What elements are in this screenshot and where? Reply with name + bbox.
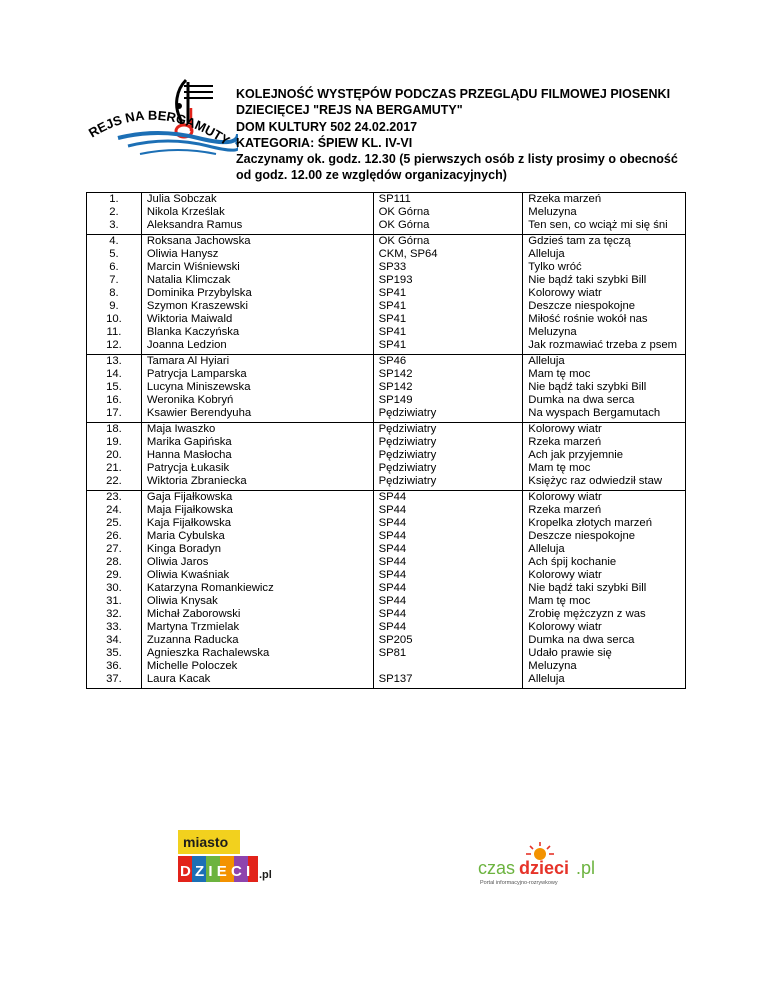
performer-number: 20. xyxy=(106,449,122,461)
song-title: Miłość rośnie wokół nas xyxy=(528,313,648,325)
song-title: Ten sen, co wciąż mi się śni xyxy=(528,219,668,231)
song-cell xyxy=(523,491,686,689)
miasto-suffix: .pl xyxy=(259,869,272,881)
song-title: Deszcze niespokojne xyxy=(528,300,636,312)
performer-school: SP193 xyxy=(378,274,413,286)
performer-name: Gaja Fijałkowska xyxy=(146,491,233,503)
header-line: KATEGORIA: ŚPIEW KL. IV-VI xyxy=(236,135,413,150)
performer-school: SP44 xyxy=(378,608,407,620)
dzieci-text: dzieci xyxy=(519,858,570,878)
song-title: Kropelka złotych marzeń xyxy=(528,517,652,529)
performer-school: SP142 xyxy=(378,368,413,380)
performer-school: SP81 xyxy=(378,647,407,659)
name-cell xyxy=(141,491,373,689)
performer-number: 32. xyxy=(106,608,122,620)
performer-school: SP44 xyxy=(378,595,407,607)
song-title: Dumka na dwa serca xyxy=(528,394,635,406)
performer-name: Roksana Jachowska xyxy=(146,235,251,247)
performer-name: Nikola Krześlak xyxy=(146,206,225,218)
performer-number: 25. xyxy=(106,517,122,529)
performer-number: 33. xyxy=(106,621,122,633)
performer-name: Joanna Ledzion xyxy=(146,339,227,351)
song-title: Ach jak przyjemnie xyxy=(528,449,624,461)
performer-name: Maja Fijałkowska xyxy=(146,504,233,516)
performer-school: OK Górna xyxy=(378,219,430,231)
number-cell xyxy=(87,491,142,689)
name-cell xyxy=(141,423,373,491)
performer-school: SP44 xyxy=(378,621,407,633)
performer-group-row xyxy=(87,355,686,423)
performer-group-row xyxy=(87,491,686,689)
performer-group-row xyxy=(87,423,686,491)
performer-group-row xyxy=(87,193,686,235)
performer-name: Aleksandra Ramus xyxy=(146,219,243,231)
performer-number: 19. xyxy=(106,436,122,448)
song-title: Księżyc raz odwiedził staw xyxy=(528,475,663,487)
performer-number: 12. xyxy=(106,339,122,351)
logo-text: EJS NA BERGAMUTY xyxy=(94,107,233,149)
performer-school: SP142 xyxy=(378,381,413,393)
school-cell xyxy=(373,423,523,491)
performer-name: Ksawier Berendyuha xyxy=(146,407,252,419)
performer-name: Natalia Klimczak xyxy=(146,274,231,286)
number-cell xyxy=(87,423,142,491)
song-title: Kolorowy wiatr xyxy=(528,423,602,435)
performer-school: SP44 xyxy=(378,530,407,542)
performer-name: Oliwia Kwaśniak xyxy=(146,569,230,581)
performer-number: 14. xyxy=(106,368,122,380)
performer-number: 36. xyxy=(106,660,122,672)
festival-logo xyxy=(88,76,238,171)
miasto-text: miasto xyxy=(183,834,229,850)
performer-name: Blanka Kaczyńska xyxy=(146,326,240,338)
song-title: Kolorowy wiatr xyxy=(528,287,602,299)
song-title: Udało prawie się xyxy=(528,647,612,659)
header-line: DOM KULTURY 502 24.02.2017 xyxy=(236,119,418,134)
performer-school: OK Górna xyxy=(378,206,430,218)
performer-number: 24. xyxy=(106,504,122,516)
performer-number: 5. xyxy=(109,248,119,260)
song-title: Kolorowy wiatr xyxy=(528,491,602,503)
performer-school: Pędziwiatry xyxy=(378,407,437,419)
song-cell xyxy=(523,235,686,355)
performer-number: 15. xyxy=(106,381,122,393)
performer-school: SP41 xyxy=(378,326,407,338)
czas-text: czas xyxy=(478,858,516,878)
czas-dzieci-logo xyxy=(476,840,616,890)
header-line: od godz. 12.00 ze względów organizacyjnych) xyxy=(236,168,507,183)
song-title: Mam tę moc xyxy=(528,368,591,380)
performer-name: Martyna Trzmielak xyxy=(146,621,240,633)
song-title: Kolorowy wiatr xyxy=(528,569,602,581)
school-cell xyxy=(373,491,523,689)
performer-name: Lucyna Miniszewska xyxy=(146,381,251,393)
performer-school xyxy=(379,660,518,673)
performer-name: Maja Iwaszko xyxy=(146,423,216,435)
performer-number: 18. xyxy=(106,423,122,435)
performer-number: 3. xyxy=(109,219,119,231)
name-cell xyxy=(141,193,373,235)
performer-school: SP44 xyxy=(378,491,407,503)
performer-number: 10. xyxy=(106,313,122,325)
performer-group-row xyxy=(87,235,686,355)
performer-school: SP41 xyxy=(378,339,407,351)
performer-number: 35. xyxy=(106,647,122,659)
performer-number: 6. xyxy=(109,261,119,273)
performance-order-table xyxy=(86,192,686,689)
song-title: Gdzieś tam za tęczą xyxy=(528,235,631,247)
performer-name: Patrycja Lamparska xyxy=(146,368,247,380)
school-cell xyxy=(373,235,523,355)
song-title: Mam tę moc xyxy=(528,595,591,607)
performer-number: 21. xyxy=(106,462,122,474)
performer-school: SP44 xyxy=(378,582,407,594)
song-title: Na wyspach Bergamutach xyxy=(528,407,661,419)
performer-school: SP44 xyxy=(378,504,407,516)
performer-school: SP137 xyxy=(378,673,413,685)
performer-name: Kinga Boradyn xyxy=(146,543,221,555)
performer-name: Michał Zaborowski xyxy=(146,608,241,620)
performer-name: Oliwia Jaros xyxy=(146,556,209,568)
name-cell xyxy=(141,235,373,355)
header-line: Zaczynamy ok. godz. 12.30 (5 pierwszych osób z listy prosimy o obecność xyxy=(236,152,678,167)
song-title: Mam tę moc xyxy=(528,462,591,474)
performer-number: 23. xyxy=(106,491,122,503)
school-cell xyxy=(373,355,523,423)
performer-number: 31. xyxy=(106,595,122,607)
performer-name: Zuzanna Raducka xyxy=(146,634,239,646)
song-cell xyxy=(523,355,686,423)
song-title: Rzeka marzeń xyxy=(528,436,602,448)
performer-name: Laura Kacak xyxy=(146,673,211,685)
school-cell xyxy=(373,193,523,235)
song-title: Alleluja xyxy=(528,543,565,555)
performer-school: SP205 xyxy=(378,634,413,646)
performer-number: 37. xyxy=(106,673,122,685)
song-title: Meluzyna xyxy=(528,206,577,218)
performer-number: 2. xyxy=(109,206,119,218)
performer-name: Dominika Przybylska xyxy=(146,287,252,299)
performer-name: Wiktoria Zbraniecka xyxy=(146,475,247,487)
performer-school: SP33 xyxy=(378,261,407,273)
header-line: DZIECIĘCEJ "REJS NA BERGAMUTY" xyxy=(236,103,463,118)
performer-number: 27. xyxy=(106,543,122,555)
number-cell xyxy=(87,235,142,355)
performer-number: 28. xyxy=(106,556,122,568)
performer-name: Weronika Kobryń xyxy=(146,394,234,406)
miasto-dzieci-logo xyxy=(178,830,274,886)
song-title: Alleluja xyxy=(528,248,565,260)
performer-number: 22. xyxy=(106,475,122,487)
song-title: Ach śpij kochanie xyxy=(528,556,617,568)
number-cell xyxy=(87,355,142,423)
performer-school: SP41 xyxy=(378,287,407,299)
header-line: KOLEJNOŚĆ WYSTĘPÓW PODCZAS PRZEGLĄDU FILMOWEJ PIOSENKI xyxy=(236,87,671,101)
song-cell xyxy=(523,423,686,491)
performer-school: SP111 xyxy=(378,193,411,205)
performer-school: SP44 xyxy=(378,543,407,555)
performer-school: Pędziwiatry xyxy=(378,423,437,435)
performer-name: Wiktoria Maiwald xyxy=(146,313,233,325)
performer-school: Pędziwiatry xyxy=(378,462,437,474)
name-cell xyxy=(141,355,373,423)
song-title: Alleluja xyxy=(528,673,565,685)
performer-school: SP44 xyxy=(378,569,407,581)
performer-school: SP149 xyxy=(378,394,413,406)
performer-number: 13. xyxy=(106,355,122,367)
performer-number: 1. xyxy=(109,193,119,205)
performer-name: Szymon Kraszewski xyxy=(146,300,248,312)
performer-name: Agnieszka Rachalewska xyxy=(146,647,270,659)
performer-school: Pędziwiatry xyxy=(378,449,437,461)
performer-number: 4. xyxy=(109,235,119,247)
performer-name: Oliwia Knysak xyxy=(146,595,218,607)
performer-school: OK Górna xyxy=(378,235,430,247)
performer-name: Oliwia Hanysz xyxy=(146,248,219,260)
performer-number: 34. xyxy=(106,634,122,646)
performer-school: SP44 xyxy=(378,556,407,568)
performer-number: 9. xyxy=(109,300,119,312)
music-note-icon xyxy=(88,76,238,171)
performer-number: 16. xyxy=(106,394,122,406)
performer-number: 17. xyxy=(106,407,122,419)
performer-name: Tamara Al Hyiari xyxy=(146,355,230,367)
page-header xyxy=(236,86,706,184)
performer-school: SP44 xyxy=(378,517,407,529)
dzieci-text: DZIECI xyxy=(180,863,255,880)
performer-name: Hanna Masłocha xyxy=(146,449,232,461)
performer-school: CKM, SP64 xyxy=(378,248,438,260)
song-title: Meluzyna xyxy=(528,660,577,672)
performer-name: Patrycja Łukasik xyxy=(146,462,230,474)
performer-number: 8. xyxy=(109,287,119,299)
song-title: Meluzyna xyxy=(528,326,577,338)
song-title: Deszcze niespokojne xyxy=(528,530,636,542)
performer-name: Marika Gapińska xyxy=(146,436,232,448)
czas-suffix: .pl xyxy=(576,858,596,878)
song-cell xyxy=(523,193,686,235)
performer-school: SP41 xyxy=(378,300,407,312)
song-title: Nie bądź taki szybki Bill xyxy=(528,582,647,594)
song-title: Nie bądź taki szybki Bill xyxy=(528,381,647,393)
song-title: Dumka na dwa serca xyxy=(528,634,635,646)
number-cell xyxy=(87,193,142,235)
czas-tagline: Portal informacyjno-rozrywkowy xyxy=(480,880,558,886)
song-title: Alleluja xyxy=(528,355,565,367)
song-title: Rzeka marzeń xyxy=(528,193,602,205)
performer-name: Kaja Fijałkowska xyxy=(146,517,232,529)
song-title: Kolorowy wiatr xyxy=(528,621,602,633)
performer-name: Julia Sobczak xyxy=(146,193,217,205)
performer-number: 7. xyxy=(109,274,119,286)
performer-number: 29. xyxy=(106,569,122,581)
performer-name: Marcin Wiśniewski xyxy=(146,261,240,273)
song-title: Tylko wróć xyxy=(528,261,582,273)
song-title: Jak rozmawiać trzeba z psem xyxy=(528,339,678,351)
song-title: Rzeka marzeń xyxy=(528,504,602,516)
performer-name: Katarzyna Romankiewicz xyxy=(146,582,274,594)
performer-school: SP41 xyxy=(378,313,407,325)
performer-name: Michelle Poloczek xyxy=(146,660,238,672)
performer-number: 30. xyxy=(106,582,122,594)
performer-school: Pędziwiatry xyxy=(378,436,437,448)
song-title: Zrobię mężczyzn z was xyxy=(528,608,646,620)
performer-number: 11. xyxy=(106,326,122,338)
performer-school: Pędziwiatry xyxy=(378,475,437,487)
performer-number: 26. xyxy=(106,530,122,542)
performer-school: SP46 xyxy=(378,355,407,367)
performer-name: Maria Cybulska xyxy=(146,530,225,542)
song-title: Nie bądź taki szybki Bill xyxy=(528,274,647,286)
